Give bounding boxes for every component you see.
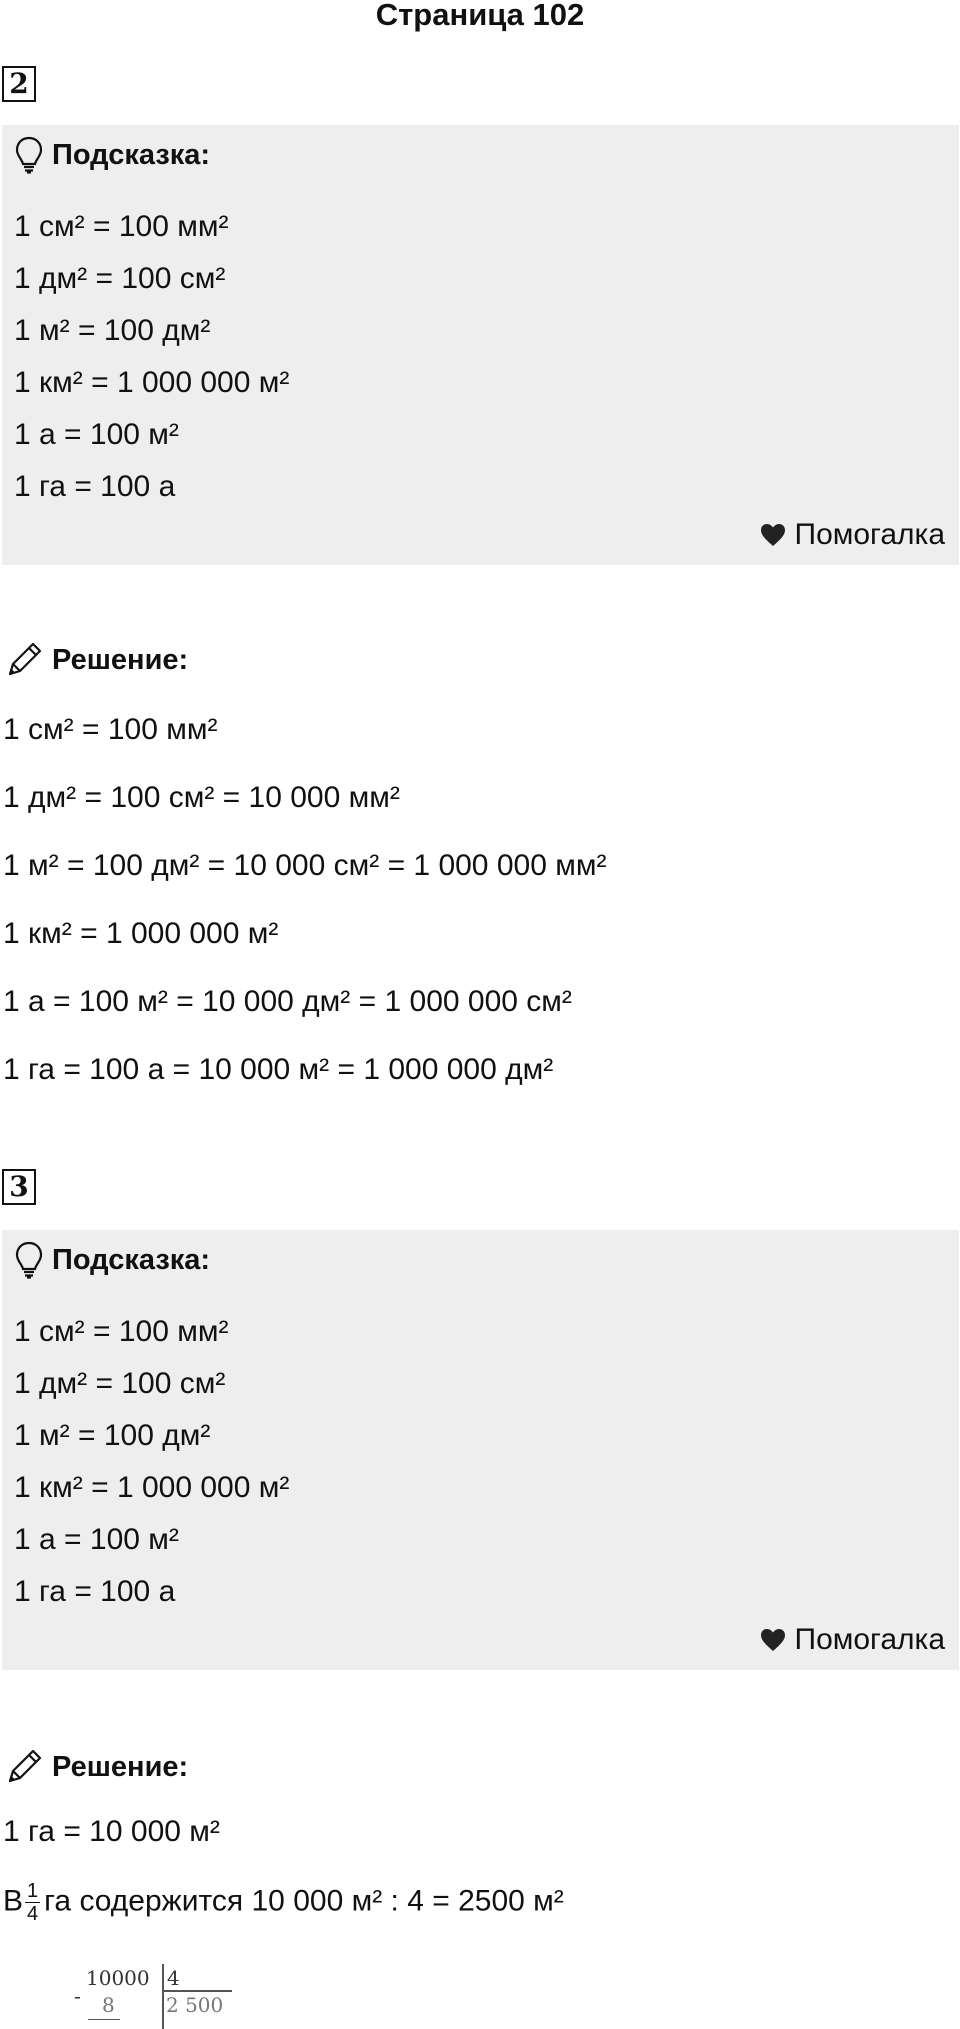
heart-icon [759, 522, 787, 548]
hint-line: 1 см² = 100 мм² [14, 1315, 229, 1348]
solution-line-fraction [3, 1880, 564, 1925]
hint-lines [14, 1306, 289, 1618]
hint-line: 1 а = 100 м² [14, 1523, 179, 1556]
hint-line: 1 дм² = 100 см² [14, 262, 226, 295]
solution-label: Решение: [52, 1751, 189, 1783]
hint-line: 1 км² = 1 000 000 м² [14, 1471, 290, 1504]
pencil-icon [4, 640, 44, 680]
solution-label: Решение: [52, 644, 189, 676]
hint-line: 1 м² = 100 дм² [14, 1419, 211, 1452]
fraction-numerator: 1 [27, 1880, 39, 1902]
solution-line: 1 га = 100 а = 10 000 м² = 1 000 000 дм² [3, 1053, 554, 1086]
hint-line: 1 км² = 1 000 000 м² [14, 366, 290, 399]
hint-line: 1 см² = 100 мм² [14, 210, 229, 243]
pencil-icon [4, 1747, 44, 1787]
task-number-badge: 3 [2, 1169, 36, 1205]
hint-box [2, 125, 959, 565]
division-minus: - [74, 1984, 81, 2008]
division-horizontal-line [162, 1990, 232, 1992]
solution-line: 1 га = 10 000 м² [3, 1815, 220, 1848]
pomogalka-link[interactable] [759, 1622, 946, 1658]
fraction-denominator: 4 [27, 1903, 39, 1925]
division-dividend: 10000 [86, 1966, 150, 1990]
hint-header [14, 1240, 210, 1280]
hint-line: 1 м² = 100 дм² [14, 314, 211, 347]
hint-line: 1 дм² = 100 см² [14, 1367, 226, 1400]
solution-line: 1 км² = 1 000 000 м² [3, 917, 279, 950]
solution-header [4, 638, 188, 682]
solution-lines [3, 696, 606, 1104]
lightbulb-icon [14, 1240, 44, 1280]
division-vertical-line [162, 1964, 164, 2029]
division-quotient: 2 500 [166, 1993, 224, 2017]
hint-box [2, 1230, 959, 1670]
lightbulb-icon [14, 135, 44, 175]
long-division [72, 1964, 252, 2029]
solution-line: 1 м² = 100 дм² = 10 000 см² = 1 000 000 мм² [3, 849, 607, 882]
task-number-badge: 2 [2, 66, 36, 102]
solution-line: 1 дм² = 100 см² = 10 000 мм² [3, 781, 400, 814]
hint-line: 1 а = 100 м² [14, 418, 179, 451]
hint-line: 1 га = 100 а [14, 1575, 176, 1608]
solution-text: га содержится 10 000 м² : 4 = 2500 м² [44, 1884, 564, 1918]
division-subtrahend: 8 [102, 1993, 115, 2017]
hint-lines [14, 201, 289, 513]
pomogalka-label: Помогалка [794, 518, 945, 551]
fraction [25, 1880, 40, 1925]
division-subtrahend-line [88, 2019, 120, 2020]
hint-label: Подсказка: [52, 139, 211, 171]
heart-icon [759, 1627, 787, 1653]
solution-line: 1 а = 100 м² = 10 000 дм² = 1 000 000 см² [3, 985, 572, 1018]
pomogalka-label: Помогалка [794, 1623, 945, 1656]
solution-text: В [3, 1884, 24, 1918]
solution-line: 1 см² = 100 мм² [3, 713, 218, 746]
hint-header [14, 135, 210, 175]
hint-line: 1 га = 100 а [14, 470, 176, 503]
page-title: Страница 102 [375, 0, 585, 32]
pomogalka-link[interactable] [759, 517, 946, 553]
hint-label: Подсказка: [52, 1244, 211, 1276]
solution-header [4, 1745, 188, 1789]
division-divisor: 4 [167, 1966, 180, 1990]
